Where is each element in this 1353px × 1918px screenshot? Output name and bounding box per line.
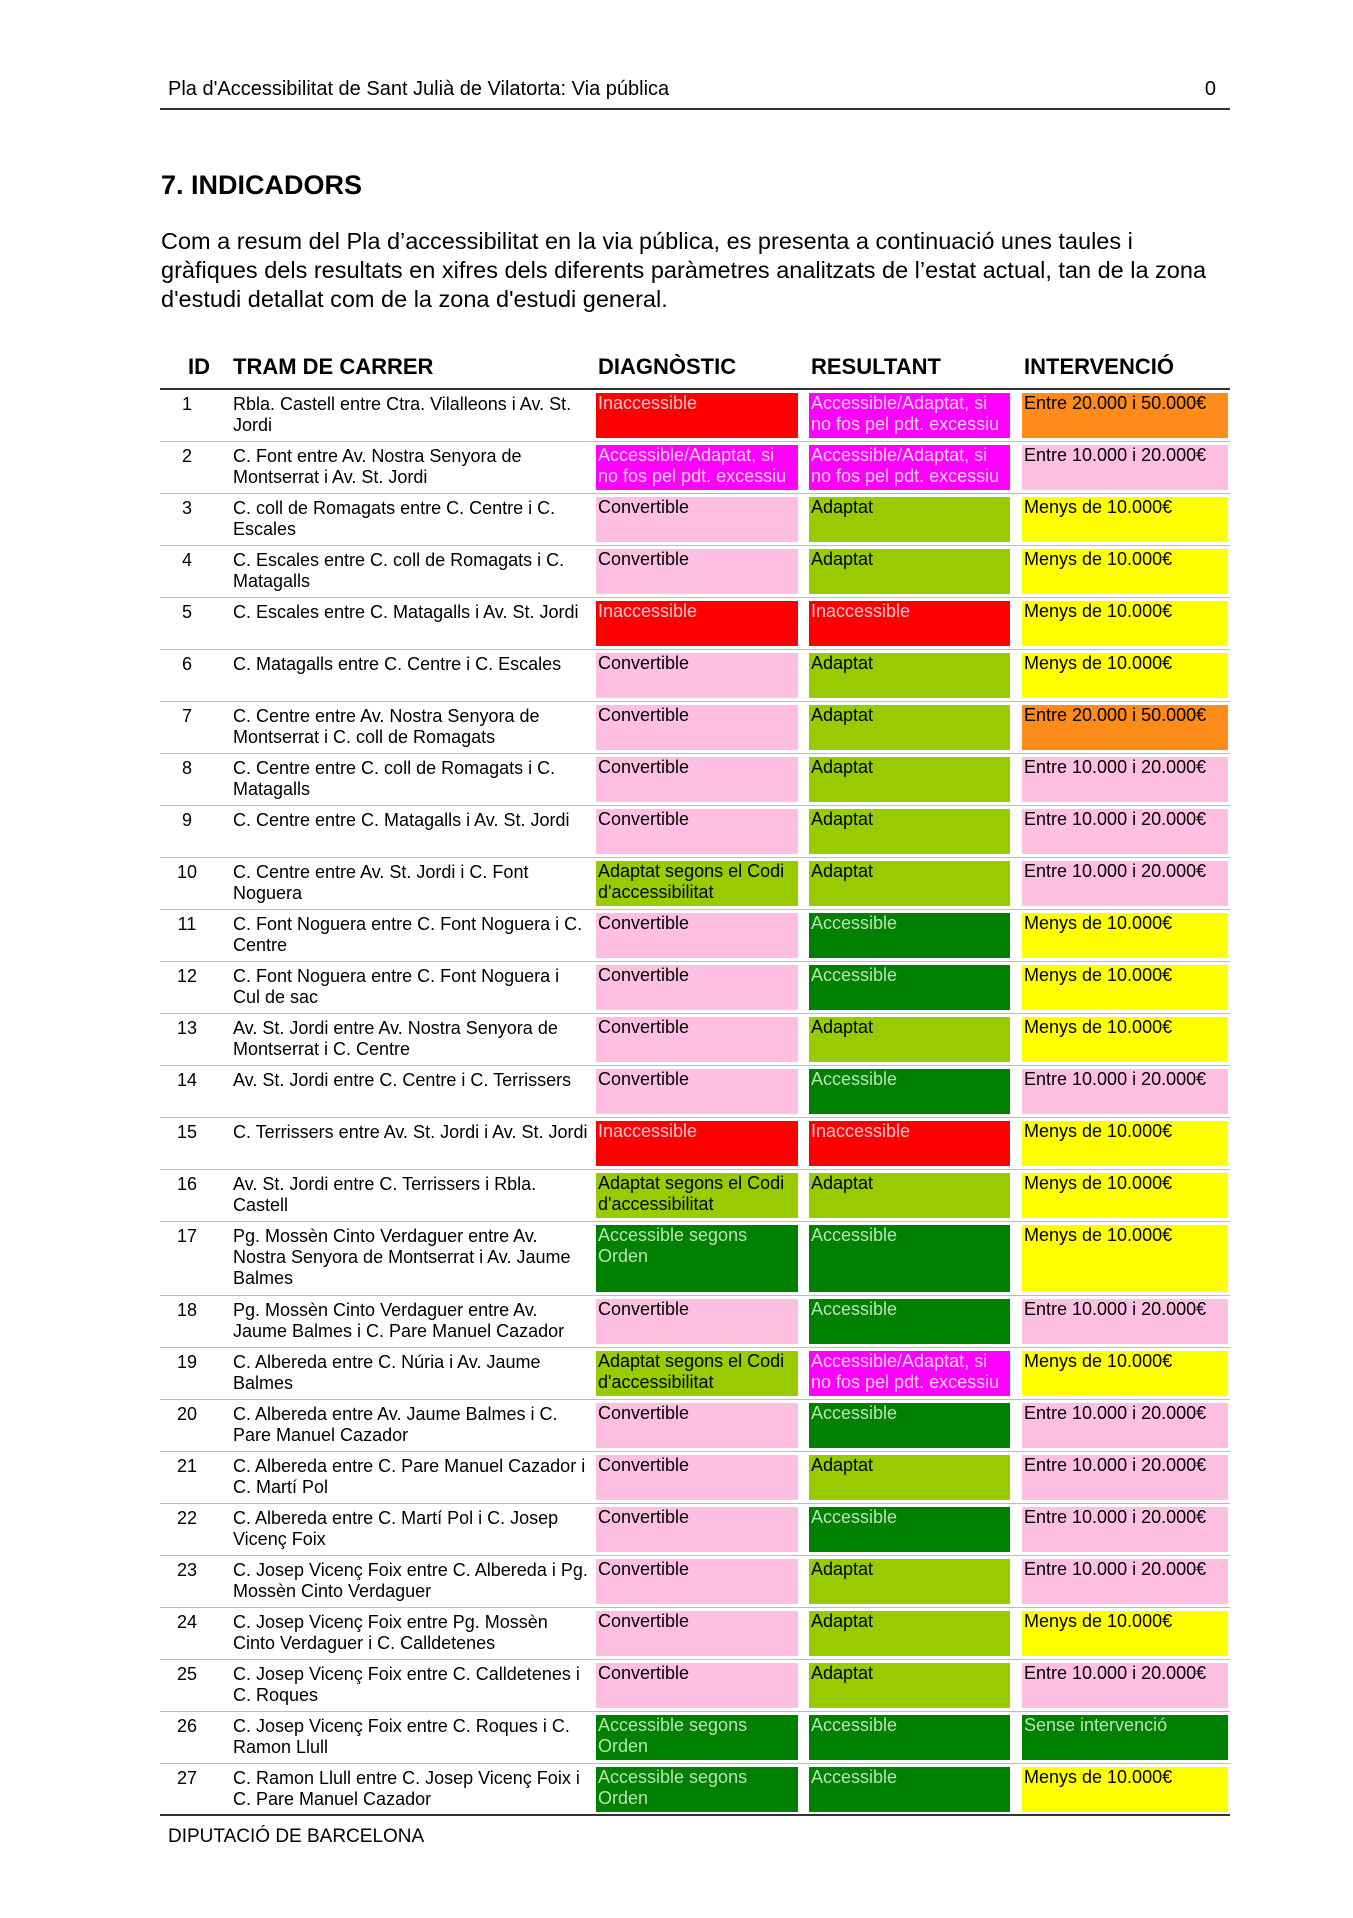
row-id: 15 bbox=[176, 1122, 198, 1142]
row-resultant-status: Adaptat bbox=[809, 549, 1010, 594]
row-id: 2 bbox=[181, 446, 192, 466]
row-diagnostic-status: Convertible bbox=[596, 497, 798, 542]
row-intervencio-status: Entre 10.000 i 20.000€ bbox=[1022, 445, 1228, 490]
row-resultant-status: Accessible/Adaptat, si no fos pel pdt. excessiu bbox=[809, 1351, 1010, 1396]
row-tram: C. Albereda entre C. Núria i Av. Jaume Balmes bbox=[233, 1352, 541, 1393]
section-title: 7. INDICADORS bbox=[161, 170, 363, 200]
row-id: 20 bbox=[176, 1404, 198, 1424]
row-intervencio-status: Entre 10.000 i 20.000€ bbox=[1022, 1403, 1228, 1448]
row-resultant-status: Adaptat bbox=[809, 861, 1010, 906]
header-intervencio: INTERVENCIÓ bbox=[1024, 354, 1174, 379]
row-tram: C. Matagalls entre C. Centre i C. Escales bbox=[233, 654, 562, 674]
row-resultant-status: Adaptat bbox=[809, 705, 1010, 750]
row-id: 24 bbox=[176, 1612, 198, 1632]
row-diagnostic-status: Accessible segons Orden bbox=[596, 1767, 798, 1812]
row-resultant-status: Inaccessible bbox=[809, 601, 1010, 646]
row-tram: Av. St. Jordi entre C. Terrissers i Rbla. Castell bbox=[233, 1174, 537, 1215]
table-row bbox=[160, 1712, 1230, 1764]
row-id: 9 bbox=[181, 810, 192, 830]
row-resultant-status: Adaptat bbox=[809, 1559, 1010, 1604]
row-diagnostic-status: Inaccessible bbox=[596, 1121, 798, 1166]
row-resultant-status: Adaptat bbox=[809, 653, 1010, 698]
row-tram: C. Font Noguera entre C. Font Noguera i C. Centre bbox=[233, 914, 583, 955]
row-resultant-status: Adaptat bbox=[809, 1017, 1010, 1062]
row-tram: C. Centre entre C. coll de Romagats i C. Matagalls bbox=[233, 758, 556, 799]
table-row bbox=[160, 1660, 1230, 1712]
header-tram: TRAM DE CARRER bbox=[233, 354, 434, 379]
row-diagnostic-status: Accessible/Adaptat, si no fos pel pdt. excessiu bbox=[596, 445, 798, 490]
table-row bbox=[160, 1066, 1230, 1118]
table-row bbox=[160, 702, 1230, 754]
row-diagnostic-status: Convertible bbox=[596, 913, 798, 958]
row-id: 18 bbox=[176, 1300, 198, 1320]
row-tram: C. Josep Vicenç Foix entre C. Calldetenes i C. Roques bbox=[233, 1664, 580, 1705]
table-header bbox=[160, 350, 1230, 390]
row-intervencio-status: Entre 10.000 i 20.000€ bbox=[1022, 1507, 1228, 1552]
row-tram: Pg. Mossèn Cinto Verdaguer entre Av. Nostra Senyora de Montserrat i Av. Jaume Balmes bbox=[233, 1226, 571, 1288]
row-id: 21 bbox=[176, 1456, 198, 1476]
header-title: Pla d'Accessibilitat de Sant Julià de Vilatorta: Via pública bbox=[168, 78, 670, 100]
row-resultant-status: Accessible/Adaptat, si no fos pel pdt. excessiu bbox=[809, 393, 1010, 438]
row-diagnostic-status: Convertible bbox=[596, 653, 798, 698]
table-row bbox=[160, 910, 1230, 962]
row-intervencio-status: Menys de 10.000€ bbox=[1022, 1225, 1228, 1292]
row-tram: Rbla. Castell entre Ctra. Vilalleons i Av. St. Jordi bbox=[233, 394, 572, 435]
row-intervencio-status: Menys de 10.000€ bbox=[1022, 1121, 1228, 1166]
row-intervencio-status: Entre 10.000 i 20.000€ bbox=[1022, 861, 1228, 906]
row-resultant-status: Accessible bbox=[809, 1767, 1010, 1812]
row-id: 5 bbox=[181, 602, 192, 622]
row-resultant-status: Accessible bbox=[809, 1403, 1010, 1448]
row-tram: C. Font entre Av. Nostra Senyora de Montserrat i Av. St. Jordi bbox=[233, 446, 522, 487]
row-id: 12 bbox=[176, 966, 198, 986]
row-id: 14 bbox=[176, 1070, 198, 1090]
row-diagnostic-status: Convertible bbox=[596, 1017, 798, 1062]
row-tram: C. Albereda entre C. Pare Manuel Cazador i C. Martí Pol bbox=[233, 1456, 586, 1497]
row-id: 8 bbox=[181, 758, 192, 778]
row-resultant-status: Accessible/Adaptat, si no fos pel pdt. excessiu bbox=[809, 445, 1010, 490]
table-row bbox=[160, 1118, 1230, 1170]
row-diagnostic-status: Convertible bbox=[596, 1455, 798, 1500]
row-diagnostic-status: Convertible bbox=[596, 1069, 798, 1114]
row-tram: C. Escales entre C. coll de Romagats i C. Matagalls bbox=[233, 550, 565, 591]
row-resultant-status: Accessible bbox=[809, 1225, 1010, 1292]
row-id: 1 bbox=[181, 394, 192, 414]
row-id: 3 bbox=[181, 498, 192, 518]
row-diagnostic-status: Convertible bbox=[596, 1663, 798, 1708]
row-intervencio-status: Entre 10.000 i 20.000€ bbox=[1022, 1559, 1228, 1604]
row-intervencio-status: Entre 20.000 i 50.000€ bbox=[1022, 393, 1228, 438]
header-diagnostic: DIAGNÒSTIC bbox=[598, 354, 737, 379]
row-intervencio-status: Entre 10.000 i 20.000€ bbox=[1022, 1663, 1228, 1708]
table-row bbox=[160, 754, 1230, 806]
row-tram: C. Albereda entre C. Martí Pol i C. Josep Vicenç Foix bbox=[233, 1508, 559, 1549]
row-diagnostic-status: Convertible bbox=[596, 705, 798, 750]
row-tram: C. Centre entre C. Matagalls i Av. St. Jordi bbox=[233, 810, 570, 830]
row-tram: C. Ramon Llull entre C. Josep Vicenç Foix i C. Pare Manuel Cazador bbox=[233, 1768, 580, 1809]
table-row bbox=[160, 390, 1230, 442]
table-row bbox=[160, 1556, 1230, 1608]
row-resultant-status: Accessible bbox=[809, 1715, 1010, 1760]
row-id: 4 bbox=[181, 550, 192, 570]
row-resultant-status: Adaptat bbox=[809, 809, 1010, 854]
row-tram: C. coll de Romagats entre C. Centre i C. Escales bbox=[233, 498, 556, 539]
row-tram: Av. St. Jordi entre C. Centre i C. Terrissers bbox=[233, 1070, 572, 1090]
row-tram: C. Albereda entre Av. Jaume Balmes i C. Pare Manuel Cazador bbox=[233, 1404, 558, 1445]
row-id: 17 bbox=[176, 1226, 198, 1246]
table-row bbox=[160, 1014, 1230, 1066]
row-diagnostic-status: Convertible bbox=[596, 965, 798, 1010]
table-row bbox=[160, 858, 1230, 910]
row-tram: C. Centre entre Av. St. Jordi i C. Font Noguera bbox=[233, 862, 529, 903]
row-id: 23 bbox=[176, 1560, 198, 1580]
header-id: ID bbox=[188, 354, 210, 379]
table-row bbox=[160, 1504, 1230, 1556]
row-resultant-status: Adaptat bbox=[809, 497, 1010, 542]
row-id: 6 bbox=[181, 654, 192, 674]
row-diagnostic-status: Accessible segons Orden bbox=[596, 1715, 798, 1760]
page-number: 0 bbox=[1204, 78, 1216, 100]
row-id: 13 bbox=[176, 1018, 198, 1038]
row-resultant-status: Adaptat bbox=[809, 1663, 1010, 1708]
table-row bbox=[160, 1452, 1230, 1504]
row-intervencio-status: Menys de 10.000€ bbox=[1022, 601, 1228, 646]
row-id: 16 bbox=[176, 1174, 198, 1194]
row-intervencio-status: Menys de 10.000€ bbox=[1022, 497, 1228, 542]
table-row bbox=[160, 494, 1230, 546]
row-tram: C. Terrissers entre Av. St. Jordi i Av. St. Jordi bbox=[233, 1122, 588, 1142]
row-resultant-status: Adaptat bbox=[809, 1611, 1010, 1656]
row-diagnostic-status: Convertible bbox=[596, 1507, 798, 1552]
row-intervencio-status: Entre 10.000 i 20.000€ bbox=[1022, 1069, 1228, 1114]
row-intervencio-status: Menys de 10.000€ bbox=[1022, 1351, 1228, 1396]
row-intervencio-status: Entre 10.000 i 20.000€ bbox=[1022, 1455, 1228, 1500]
row-tram: C. Centre entre Av. Nostra Senyora de Montserrat i C. coll de Romagats bbox=[233, 706, 540, 747]
row-diagnostic-status: Inaccessible bbox=[596, 601, 798, 646]
row-id: 27 bbox=[176, 1768, 198, 1788]
row-diagnostic-status: Accessible segons Orden bbox=[596, 1225, 798, 1292]
row-resultant-status: Accessible bbox=[809, 965, 1010, 1010]
row-intervencio-status: Menys de 10.000€ bbox=[1022, 1767, 1228, 1812]
footer-text: DIPUTACIÓ DE BARCELONA bbox=[168, 1826, 425, 1847]
row-resultant-status: Accessible bbox=[809, 1069, 1010, 1114]
row-tram: C. Font Noguera entre C. Font Noguera i Cul de sac bbox=[233, 966, 560, 1007]
table-row bbox=[160, 1400, 1230, 1452]
table-row bbox=[160, 1296, 1230, 1348]
row-diagnostic-status: Convertible bbox=[596, 757, 798, 802]
row-resultant-status: Accessible bbox=[809, 913, 1010, 958]
table-row bbox=[160, 546, 1230, 598]
row-diagnostic-status: Convertible bbox=[596, 549, 798, 594]
page-header bbox=[160, 76, 1230, 110]
row-resultant-status: Adaptat bbox=[809, 1455, 1010, 1500]
row-intervencio-status: Entre 10.000 i 20.000€ bbox=[1022, 757, 1228, 802]
table-row bbox=[160, 1222, 1230, 1296]
row-diagnostic-status: Convertible bbox=[596, 1559, 798, 1604]
row-intervencio-status: Menys de 10.000€ bbox=[1022, 653, 1228, 698]
table-row bbox=[160, 1764, 1230, 1816]
row-diagnostic-status: Convertible bbox=[596, 1299, 798, 1344]
row-resultant-status: Adaptat bbox=[809, 757, 1010, 802]
row-diagnostic-status: Convertible bbox=[596, 809, 798, 854]
row-intervencio-status: Menys de 10.000€ bbox=[1022, 913, 1228, 958]
row-intervencio-status: Entre 10.000 i 20.000€ bbox=[1022, 809, 1228, 854]
indicators-table bbox=[160, 350, 1230, 1816]
row-id: 26 bbox=[176, 1716, 198, 1736]
row-tram: Pg. Mossèn Cinto Verdaguer entre Av. Jaume Balmes i C. Pare Manuel Cazador bbox=[233, 1300, 565, 1341]
page-footer bbox=[160, 1814, 1230, 1847]
row-tram: Av. St. Jordi entre Av. Nostra Senyora de Montserrat i C. Centre bbox=[233, 1018, 558, 1059]
row-resultant-status: Accessible bbox=[809, 1299, 1010, 1344]
table-row bbox=[160, 1170, 1230, 1222]
row-diagnostic-status: Adaptat segons el Codi d'accessibilitat bbox=[596, 1351, 798, 1396]
table-row bbox=[160, 1348, 1230, 1400]
table-row bbox=[160, 962, 1230, 1014]
row-id: 7 bbox=[181, 706, 192, 726]
row-resultant-status: Adaptat bbox=[809, 1173, 1010, 1218]
header-resultant: RESULTANT bbox=[811, 354, 941, 379]
table-row bbox=[160, 650, 1230, 702]
row-tram: C. Josep Vicenç Foix entre C. Roques i C. Ramon Llull bbox=[233, 1716, 570, 1757]
row-tram: C. Josep Vicenç Foix entre C. Albereda i Pg. Mossèn Cinto Verdaguer bbox=[233, 1560, 588, 1601]
row-intervencio-status: Menys de 10.000€ bbox=[1022, 1611, 1228, 1656]
row-id: 11 bbox=[177, 914, 197, 934]
row-intervencio-status: Menys de 10.000€ bbox=[1022, 1017, 1228, 1062]
row-tram: C. Escales entre C. Matagalls i Av. St. Jordi bbox=[233, 602, 579, 622]
table-row bbox=[160, 1608, 1230, 1660]
row-diagnostic-status: Inaccessible bbox=[596, 393, 798, 438]
table-row bbox=[160, 598, 1230, 650]
row-diagnostic-status: Convertible bbox=[596, 1403, 798, 1448]
row-id: 25 bbox=[176, 1664, 198, 1684]
row-diagnostic-status: Adaptat segons el Codi d'accessibilitat bbox=[596, 861, 798, 906]
table-row bbox=[160, 806, 1230, 858]
table-body bbox=[160, 390, 1230, 1816]
row-intervencio-status: Sense intervenció bbox=[1022, 1715, 1228, 1760]
row-id: 22 bbox=[176, 1508, 198, 1528]
row-tram: C. Josep Vicenç Foix entre Pg. Mossèn Cinto Verdaguer i C. Calldetenes bbox=[233, 1612, 548, 1653]
row-intervencio-status: Menys de 10.000€ bbox=[1022, 965, 1228, 1010]
row-intervencio-status: Menys de 10.000€ bbox=[1022, 549, 1228, 594]
row-intervencio-status: Entre 10.000 i 20.000€ bbox=[1022, 1299, 1228, 1344]
row-intervencio-status: Entre 20.000 i 50.000€ bbox=[1022, 705, 1228, 750]
row-diagnostic-status: Convertible bbox=[596, 1611, 798, 1656]
row-resultant-status: Accessible bbox=[809, 1507, 1010, 1552]
row-id: 19 bbox=[176, 1352, 198, 1372]
row-intervencio-status: Menys de 10.000€ bbox=[1022, 1173, 1228, 1218]
row-resultant-status: Inaccessible bbox=[809, 1121, 1010, 1166]
intro-paragraph: Com a resum del Pla d’accessibilitat en la via pública, es presenta a continuació unes taules i gràfiques dels resultats en xifres dels diferents paràmetres analitzats de l’estat actual, tan de la zona d'estudi detallat com de la zona d'estudi general. bbox=[161, 228, 1207, 312]
row-diagnostic-status: Adaptat segons el Codi d'accessibilitat bbox=[596, 1173, 798, 1218]
row-id: 10 bbox=[176, 862, 198, 882]
table-row bbox=[160, 442, 1230, 494]
